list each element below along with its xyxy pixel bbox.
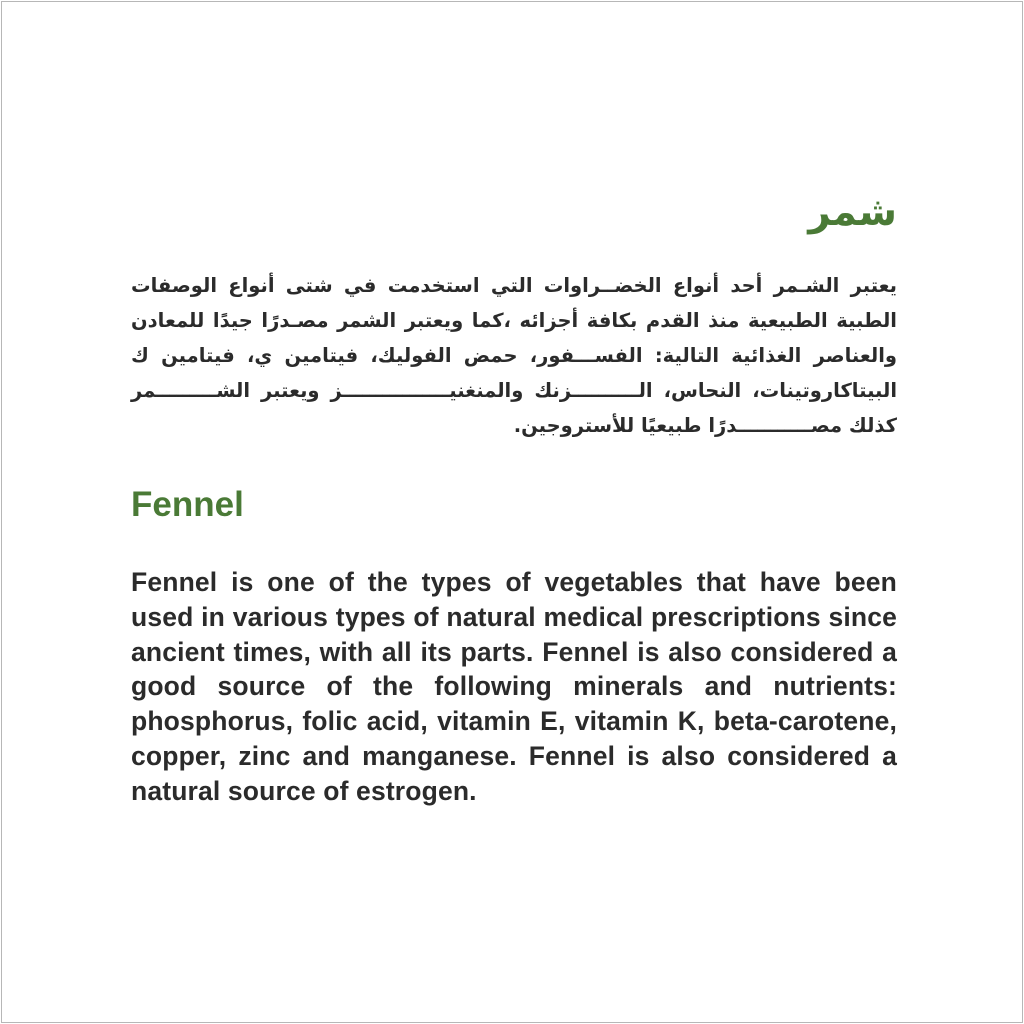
- english-title: Fennel: [131, 485, 244, 524]
- content-area: [131, 182, 897, 809]
- arabic-description: يعتبر الشـمر أحد أنواع الخضــراوات التي استخدمت في شتى أنواع الوصفات الطبية الطبيعية منذ القدم بكافة أجزائه ،كما ويعتبر الشمر مصـدرًا جيدًا للمعادن والعناصر الغذائية التالية: الفســـفور، حمض الفوليك، فيتامين ي، فيتامين ك البيتاكاروتينات، النحاس، الــــــــــزنك والمنغنيــــــــــــــــز ويعتبر الشـــــــــمر كذلك مصـــــــــــدرًا طبيعيًا للأستروجين.: [131, 274, 897, 437]
- arabic-section: [131, 182, 897, 443]
- page-frame: [1, 1, 1023, 1023]
- english-description: Fennel is one of the types of vegetables that have been used in various types of natural medical prescriptions since ancient times, with all its parts. Fennel is also considered a good source of the following minerals and nutrients: phosphorus, folic acid, vitamin E, vitamin K, beta-carotene, copper, zinc and manganese. Fennel is also considered a natural source of estrogen.: [131, 567, 897, 806]
- arabic-title: شمر: [808, 190, 897, 235]
- english-section: [131, 483, 897, 809]
